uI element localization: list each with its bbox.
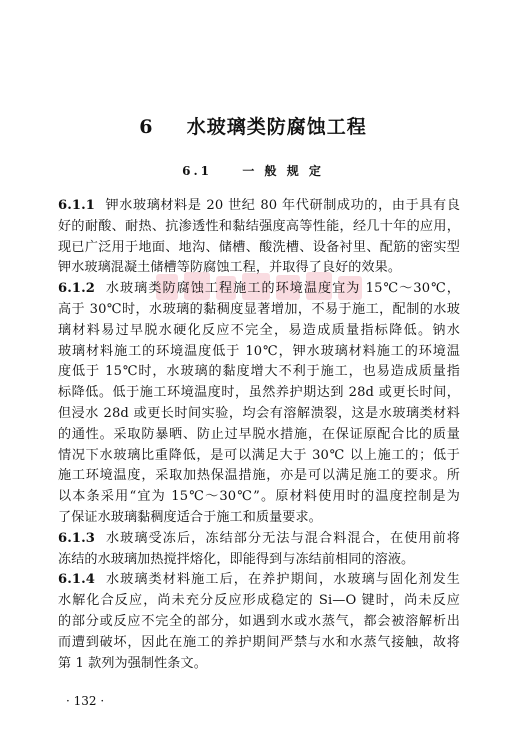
section-title: [0, 162, 506, 179]
text-line: 璃材料易过早脱水硬化反应不完全，易造成质量指标降低。钠水: [58, 322, 460, 338]
text-line: 第 1 款列为强制性条文。: [58, 655, 207, 671]
clause-6-1-1: [58, 196, 460, 279]
text-line: 标降低。低于施工环境温度时，虽然养护期达到 28d 或更长时间，: [58, 385, 460, 401]
text-line: 钾水玻璃混凝土储槽等防腐蚀工程，并取得了良好的效果。: [58, 260, 402, 276]
text-line: 6.1.4 水玻璃类材料施工后，在养护期间，水玻璃与固化剂发生: [58, 572, 460, 588]
chapter-title-text: 水玻璃类防腐蚀工程: [186, 116, 367, 138]
text-line: 而遭到破坏，因此在施工的养护期间严禁与水和水蒸气接触，故将: [58, 634, 460, 650]
section-title-text: 一 般 规 定: [242, 164, 324, 178]
text-line: 度低于 15℃时，水玻璃的黏度增大不利于施工，也易造成质量指: [58, 364, 460, 380]
clause-number: 6.1.3: [58, 530, 95, 546]
page-number: · 132 ·: [66, 694, 105, 708]
text-line: 6.1.2 水玻璃类防腐蚀工程施工的环境温度宜为 15℃～30℃，: [58, 281, 460, 297]
clause-6-1-3: [58, 529, 460, 571]
body-text: [58, 196, 460, 674]
clause-6-1-4: [58, 570, 460, 674]
clause-number: 6.1.1: [58, 198, 95, 213]
text-line: 6.1.1 钾水玻璃材料是 20 世纪 80 年代研制成功的，由于具有良: [58, 198, 460, 213]
clause-6-1-2: [58, 279, 460, 529]
text-line: 的部分或反应不完全的部分，如遇到水或水蒸气，都会被溶解析出: [58, 613, 460, 629]
text-line: 的通性。采取防暴晒、防止过早脱水措施，在保证原配合比的质量: [58, 426, 460, 442]
text-line: 好的耐酸、耐热、抗渗透性和黏结强度高等性能，经几十年的应用，: [58, 218, 460, 234]
section-number: 6.1: [182, 164, 212, 178]
text-line: 6.1.3 水玻璃受冻后，冻结部分无法与混合料混合，在使用前将: [58, 530, 460, 546]
text-line: 情况下水玻璃比重降低，是可以满足大于 30℃ 以上施工的；低于: [58, 447, 460, 463]
clause-number: 6.1.4: [58, 572, 95, 588]
text-line: 现已广泛用于地面、地沟、储槽、酸洗槽、设备衬里、配筋的密实型: [58, 239, 460, 255]
text-line: 以本条采用“宜为 15℃～30℃”。原材料使用时的温度控制是为: [58, 489, 460, 505]
chapter-number: 6: [139, 116, 154, 138]
text-line: 玻璃材料施工的环境温度低于 10℃，钾水玻璃材料施工的环境温: [58, 343, 460, 359]
text-line: 施工环境温度，采取加热保温措施，亦是可以满足施工的要求。所: [58, 468, 460, 484]
chapter-title: [0, 112, 506, 139]
text-line: 水解化合反应，尚未充分反应形成稳定的 Si—O 键时，尚未反应: [58, 593, 460, 609]
text-line: 了保证水玻璃黏稠度适合于施工和质量要求。: [58, 509, 322, 525]
clause-number: 6.1.2: [58, 281, 95, 297]
text-line: 冻结的水玻璃加热搅拌熔化，即能得到与冻结前相同的溶液。: [58, 551, 415, 567]
text-line: 高于 30℃时，水玻璃的黏稠度显著增加，不易于施工，配制的水玻: [58, 301, 460, 317]
text-line: 但浸水 28d 或更长时间实验，均会有溶解溃裂，这是水玻璃类材料: [58, 405, 460, 421]
